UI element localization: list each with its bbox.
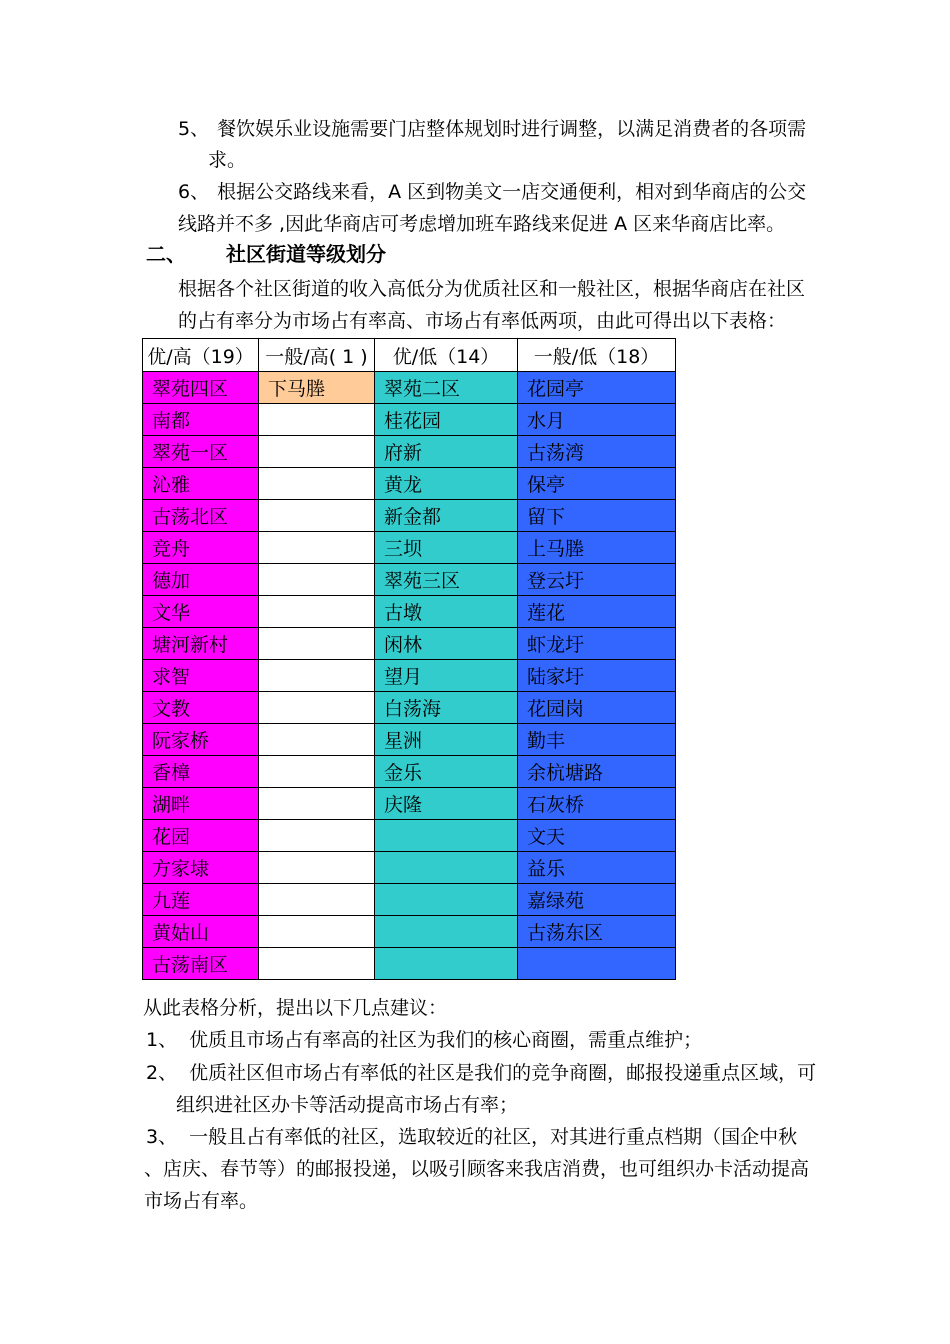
section-number: 二、 bbox=[146, 242, 186, 266]
table-cell: 星洲 bbox=[375, 724, 518, 756]
list-number: 6、 bbox=[178, 181, 210, 203]
table-cell: 翠苑一区 bbox=[143, 436, 259, 468]
table-cell: 古荡南区 bbox=[143, 948, 259, 980]
table-row bbox=[143, 500, 676, 532]
table-cell: 求智 bbox=[143, 660, 259, 692]
analysis-item-1 bbox=[146, 1025, 702, 1056]
table-cell: 水月 bbox=[518, 404, 676, 436]
table-cell: 九莲 bbox=[143, 884, 259, 916]
table-row bbox=[143, 852, 676, 884]
table-cell: 嘉绿苑 bbox=[518, 884, 676, 916]
table-cell: 方家埭 bbox=[143, 852, 259, 884]
table-cell bbox=[259, 724, 375, 756]
analysis-item-3-cont2: 市场占有率。 bbox=[144, 1190, 259, 1212]
table-cell: 留下 bbox=[518, 500, 676, 532]
table-cell bbox=[259, 788, 375, 820]
list-number: 5、 bbox=[178, 118, 210, 140]
table-row bbox=[143, 692, 676, 724]
table-cell: 庆隆 bbox=[375, 788, 518, 820]
table-cell bbox=[259, 756, 375, 788]
table-cell: 益乐 bbox=[518, 852, 676, 884]
table-cell: 阮家桥 bbox=[143, 724, 259, 756]
list-text: 优质社区但市场占有率低的社区是我们的竞争商圈，邮报投递重点区域，可 bbox=[189, 1062, 817, 1084]
table-cell bbox=[518, 948, 676, 980]
table-cell bbox=[259, 628, 375, 660]
table-cell bbox=[259, 532, 375, 564]
table-cell: 上马塍 bbox=[518, 532, 676, 564]
table-cell bbox=[259, 500, 375, 532]
table-cell: 金乐 bbox=[375, 756, 518, 788]
table-cell bbox=[375, 948, 518, 980]
table-cell: 竞舟 bbox=[143, 532, 259, 564]
table-cell: 桂花园 bbox=[375, 404, 518, 436]
table-cell: 南都 bbox=[143, 404, 259, 436]
table-cell bbox=[259, 436, 375, 468]
table-cell: 文天 bbox=[518, 820, 676, 852]
table-row bbox=[143, 564, 676, 596]
list-item-5 bbox=[178, 114, 806, 145]
table-cell: 黄龙 bbox=[375, 468, 518, 500]
table-cell bbox=[259, 820, 375, 852]
table-cell bbox=[375, 820, 518, 852]
table-cell: 沁雅 bbox=[143, 468, 259, 500]
list-text: 优质且市场占有率高的社区为我们的核心商圈，需重点维护； bbox=[189, 1029, 703, 1051]
list-item-6-cont: 线路并不多 ,因此华商店可考虑增加班车路线来促进 A 区来华商店比率。 bbox=[178, 213, 786, 235]
table-row bbox=[143, 468, 676, 500]
table-cell: 保亭 bbox=[518, 468, 676, 500]
table-cell: 翠苑二区 bbox=[375, 372, 518, 404]
table-cell bbox=[259, 916, 375, 948]
table-cell: 石灰桥 bbox=[518, 788, 676, 820]
analysis-lead: 从此表格分析，提出以下几点建议： bbox=[143, 997, 448, 1019]
list-item-5-cont: 求。 bbox=[208, 149, 247, 171]
table-cell: 白荡海 bbox=[375, 692, 518, 724]
list-item-6 bbox=[178, 177, 806, 208]
table-cell: 翠苑四区 bbox=[143, 372, 259, 404]
table-cell bbox=[259, 404, 375, 436]
table-cell: 虾龙圩 bbox=[518, 628, 676, 660]
table-cell bbox=[259, 852, 375, 884]
list-number: 2、 bbox=[146, 1062, 178, 1084]
table-row bbox=[143, 372, 676, 404]
table-cell: 莲花 bbox=[518, 596, 676, 628]
intro-line-1: 根据各个社区街道的收入高低分为优质社区和一般社区，根据华商店在社区 bbox=[178, 278, 806, 300]
table-row bbox=[143, 756, 676, 788]
table-cell: 古荡湾 bbox=[518, 436, 676, 468]
section-heading bbox=[146, 238, 386, 267]
table-cell: 古荡东区 bbox=[518, 916, 676, 948]
table-row bbox=[143, 948, 676, 980]
table-cell: 登云圩 bbox=[518, 564, 676, 596]
table-cell: 花园岗 bbox=[518, 692, 676, 724]
table-cell: 黄姑山 bbox=[143, 916, 259, 948]
table-cell: 陆家圩 bbox=[518, 660, 676, 692]
header-cell: 优/低（14） bbox=[375, 339, 518, 372]
list-text: 餐饮娱乐业设施需要门店整体规划时进行调整，以满足消费者的各项需 bbox=[217, 118, 807, 140]
table-row bbox=[143, 596, 676, 628]
table-row bbox=[143, 724, 676, 756]
table-row bbox=[143, 532, 676, 564]
table-cell bbox=[259, 596, 375, 628]
list-number: 1、 bbox=[146, 1029, 178, 1051]
table-cell: 文华 bbox=[143, 596, 259, 628]
analysis-item-3-cont: 、店庆、春节等）的邮报投递，以吸引顾客来我店消费，也可组织办卡活动提高 bbox=[144, 1158, 810, 1180]
table-cell: 香樟 bbox=[143, 756, 259, 788]
table-cell: 塘河新村 bbox=[143, 628, 259, 660]
table-row bbox=[143, 436, 676, 468]
table-cell: 古荡北区 bbox=[143, 500, 259, 532]
table-cell: 新金都 bbox=[375, 500, 518, 532]
table-cell: 湖畔 bbox=[143, 788, 259, 820]
table-cell: 三坝 bbox=[375, 532, 518, 564]
analysis-item-2 bbox=[146, 1058, 816, 1089]
table-header-row bbox=[143, 339, 676, 372]
table-cell: 古墩 bbox=[375, 596, 518, 628]
header-cell: 优/高（19） bbox=[143, 339, 259, 372]
table-cell: 闲林 bbox=[375, 628, 518, 660]
analysis-item-3 bbox=[146, 1122, 797, 1153]
table-row bbox=[143, 884, 676, 916]
community-table bbox=[142, 338, 676, 980]
table-cell bbox=[259, 564, 375, 596]
table-cell: 花园亭 bbox=[518, 372, 676, 404]
table-row bbox=[143, 660, 676, 692]
table-row bbox=[143, 404, 676, 436]
intro-line-2: 的占有率分为市场占有率高、市场占有率低两项，由此可得出以下表格： bbox=[178, 310, 787, 332]
table-row bbox=[143, 628, 676, 660]
table-cell: 下马塍 bbox=[259, 372, 375, 404]
table-cell bbox=[259, 468, 375, 500]
header-cell: 一般/高( 1 ) bbox=[259, 339, 375, 372]
section-title: 社区街道等级划分 bbox=[226, 242, 386, 266]
list-text: 一般且占有率低的社区，选取较近的社区，对其进行重点档期（国企中秋 bbox=[189, 1126, 798, 1148]
table-row bbox=[143, 916, 676, 948]
analysis-item-2-cont: 组织进社区办卡等活动提高市场占有率； bbox=[176, 1094, 519, 1116]
table-cell bbox=[259, 884, 375, 916]
table-cell bbox=[375, 916, 518, 948]
table-cell: 余杭塘路 bbox=[518, 756, 676, 788]
list-text: 根据公交路线来看，A 区到物美文一店交通便利，相对到华商店的公交 bbox=[217, 181, 807, 203]
table-cell: 翠苑三区 bbox=[375, 564, 518, 596]
list-number: 3、 bbox=[146, 1126, 178, 1148]
table-cell bbox=[259, 660, 375, 692]
table-cell bbox=[375, 884, 518, 916]
table-cell bbox=[259, 948, 375, 980]
table-row bbox=[143, 788, 676, 820]
table-cell bbox=[375, 852, 518, 884]
table-cell: 德加 bbox=[143, 564, 259, 596]
table-cell: 府新 bbox=[375, 436, 518, 468]
table-cell bbox=[259, 692, 375, 724]
table-row bbox=[143, 820, 676, 852]
table-cell: 花园 bbox=[143, 820, 259, 852]
table-cell: 望月 bbox=[375, 660, 518, 692]
header-cell: 一般/低（18） bbox=[518, 339, 676, 372]
table-cell: 勤丰 bbox=[518, 724, 676, 756]
table-cell: 文教 bbox=[143, 692, 259, 724]
